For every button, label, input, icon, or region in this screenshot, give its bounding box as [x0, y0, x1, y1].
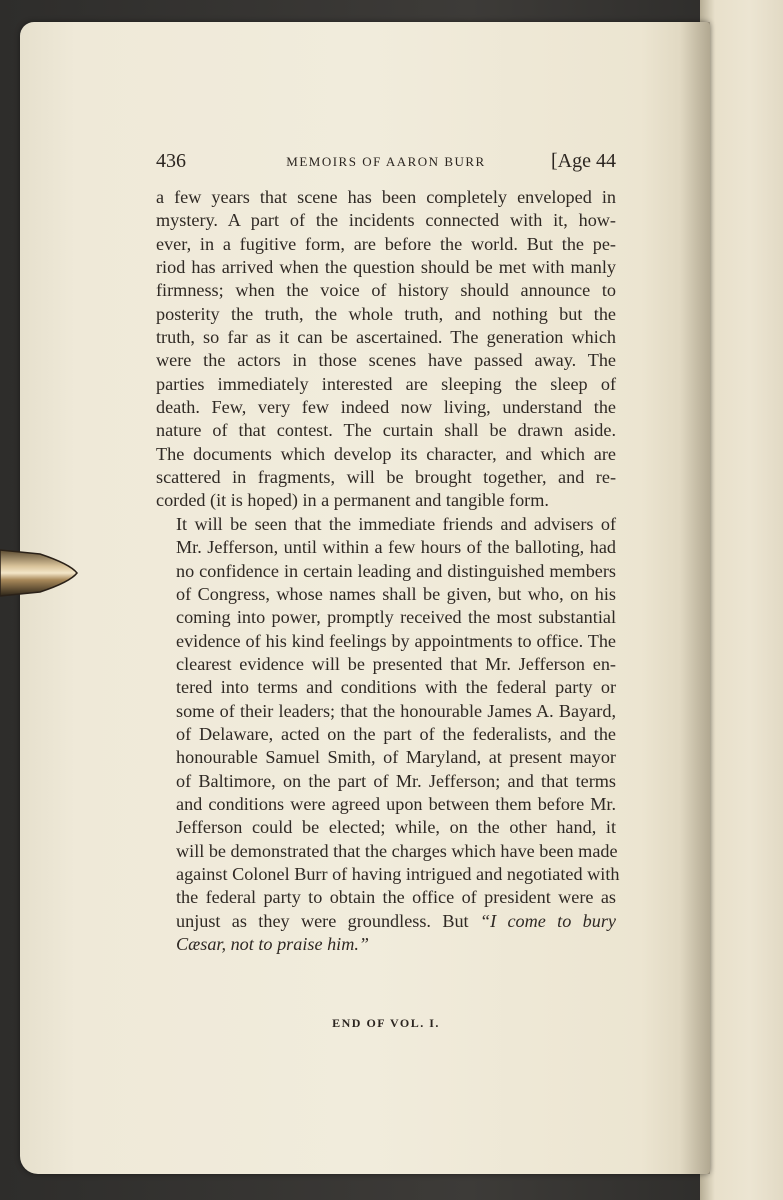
text-line: no confidence in certain leading and distinguished members — [176, 560, 616, 581]
text-line: truth, so far as it can be ascertained. The generation which — [156, 327, 616, 348]
running-age-marker: [Age 44 — [551, 150, 616, 172]
text-line: nature of that contest. The curtain shall be drawn aside. — [156, 420, 616, 441]
gutter-shadow — [680, 22, 710, 1174]
text-line: The documents which develop its character, and which are — [156, 443, 616, 464]
end-of-volume-mark: END OF VOL. I. — [332, 1016, 440, 1030]
text-line-with-quote — [156, 910, 616, 933]
text-line: ever, in a fugitive form, are before the world. But the pe- — [156, 233, 616, 254]
text-line: clearest evidence will be presented that Mr. Jefferson en- — [176, 653, 616, 674]
bookmark-ribbon — [0, 548, 78, 598]
text-line: Mr. Jefferson, until within a few hours of the balloting, had — [176, 537, 616, 558]
text-line: posterity the truth, the whole truth, and nothing but the — [156, 303, 616, 324]
quote-open: “I come to bury — [479, 910, 617, 931]
paragraph — [156, 513, 620, 957]
text-line: will be demonstrated that the charges which have been made — [176, 840, 618, 861]
text-line: mystery. A part of the incidents connected with it, how- — [156, 210, 616, 231]
text-line: firmness; when the voice of history should announce to — [156, 280, 616, 301]
running-title: MEMOIRS OF AARON BURR — [286, 154, 486, 169]
text-line: corded (it is hoped) in a permanent and tangible form. — [156, 490, 549, 511]
text-line: scattered in fragments, will be brought together, and re- — [156, 467, 616, 488]
text-line: against Colonel Burr of having intrigued and negotiated with — [176, 863, 620, 884]
text-line: riod has arrived when the question should be met with manly — [156, 257, 616, 278]
text-fragment: unjust as they were groundless. But — [176, 910, 469, 931]
paragraph — [156, 186, 616, 513]
text-line: parties immediately interested are sleeping the sleep of — [156, 373, 616, 394]
text-line: tered into terms and conditions with the federal party or — [176, 677, 616, 698]
text-line: of Baltimore, on the part of Mr. Jefferson; and that terms — [176, 770, 616, 791]
text-line: Jefferson could be elected; while, on the other hand, it — [176, 817, 616, 838]
text-line: some of their leaders; that the honourable James A. Bayard, — [176, 700, 616, 721]
text-line: It will be seen that the immediate friends and advisers of — [176, 513, 616, 534]
quote-close: Cæsar, not to praise him.” — [176, 934, 370, 954]
text-line: a few years that scene has been completely enveloped in — [156, 187, 616, 207]
text-line: and conditions were agreed upon between them before Mr. — [176, 793, 616, 814]
text-line: honourable Samuel Smith, of Maryland, at present mayor — [176, 747, 616, 768]
text-line: of Congress, whose names shall be given, but who, on his — [176, 583, 616, 604]
next-page-edge — [700, 0, 783, 1200]
text-line: evidence of his kind feelings by appointments to office. The — [176, 630, 616, 651]
page-number: 436 — [156, 150, 186, 172]
running-header — [156, 150, 616, 176]
body-text — [156, 186, 620, 956]
text-line: of Delaware, acted on the part of the federalists, and the — [176, 723, 616, 744]
text-line: coming into power, promptly received the most substantial — [176, 607, 616, 628]
text-line: death. Few, very few indeed now living, understand the — [156, 397, 616, 418]
text-line: the federal party to obtain the office of president were as — [176, 887, 616, 908]
text-line: were the actors in those scenes have passed away. The — [156, 350, 616, 371]
